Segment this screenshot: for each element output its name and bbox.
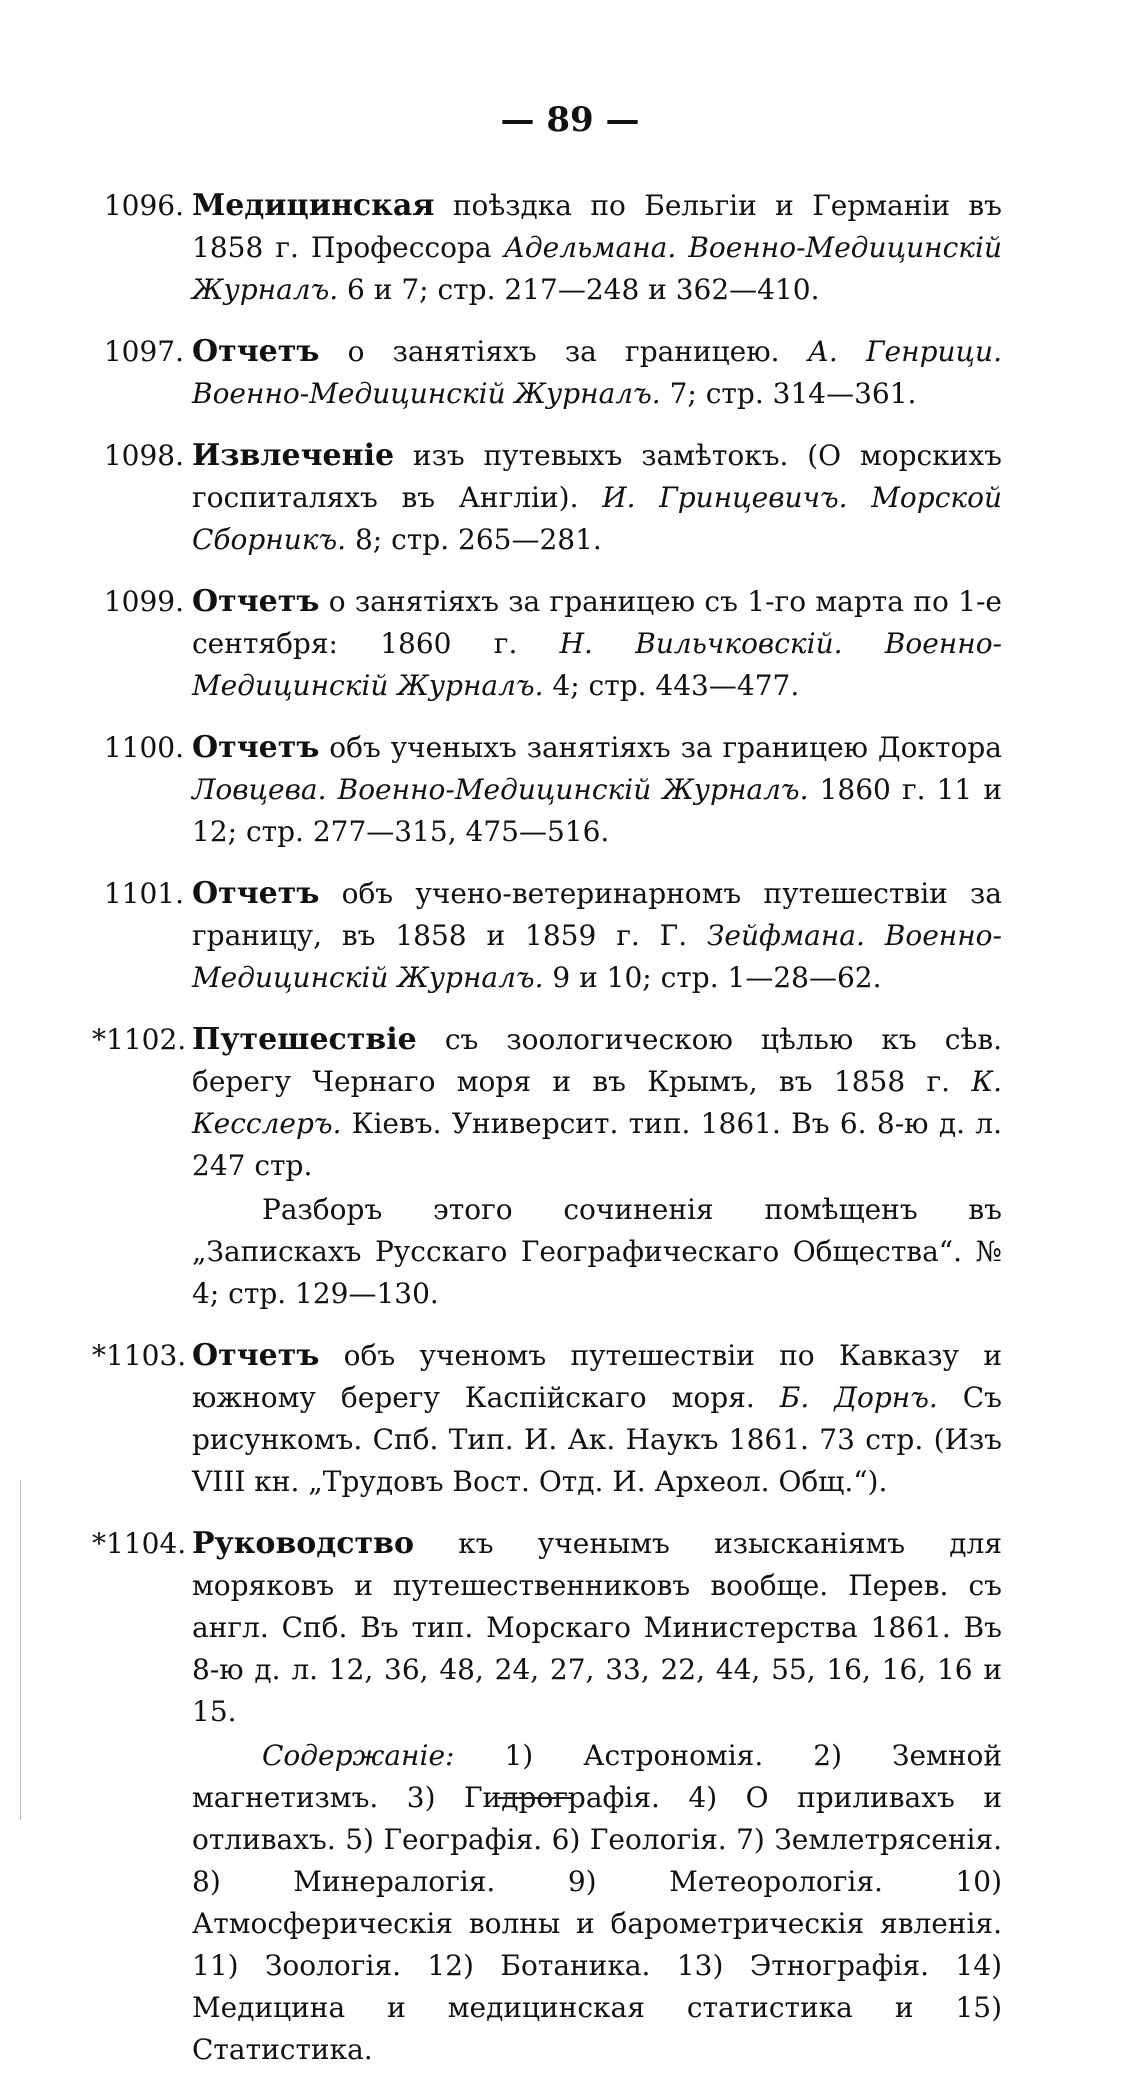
entry-tail: 7; стр. 314—361. xyxy=(660,377,917,410)
entry-number: 1096. xyxy=(103,189,184,222)
entry-tail: 8; стр. 265—281. xyxy=(346,523,602,556)
entry-title: Отчетъ xyxy=(192,730,320,765)
end-rule-divider xyxy=(498,1797,572,1799)
entry-body: къ ученымъ изысканіямъ для моряковъ и путешественниковъ вообще. Перев. съ англ. Спб. Въ тип. Морскаго Министерства 1861. Въ 8-ю д. л. 12, 36, 48, 24, 27, 33, 22, 44, 55, 16, 16, 16 и 15. xyxy=(192,1527,1002,1728)
entry-number: *1104. xyxy=(92,1527,187,1560)
entry-body: объ ученыхъ занятіяхъ за границею Доктора xyxy=(319,731,1002,764)
entry-body: объ учено-ветеринарномъ путешествіи за границу, въ 1858 и 1859 г. Г. xyxy=(192,877,1002,952)
entry-source: Военно-Медицинскій Журналъ. xyxy=(192,627,1003,702)
entry-body: съ зоологическою цѣлью къ сѣв. берегу Чернаго моря и въ Крымъ, въ 1858 г. xyxy=(192,1023,1002,1098)
entry-author: А. Генрици. xyxy=(807,335,1002,368)
entry-number: 1099. xyxy=(103,585,184,618)
entry-tail: 6 и 7; стр. 217—248 и 362—410. xyxy=(338,273,820,306)
entry-title: Отчетъ xyxy=(192,876,320,911)
entry-source: Морской Сборникъ. xyxy=(192,481,1002,556)
bibliography-entry xyxy=(92,727,1002,853)
entry-note: Разборъ этого сочиненія помѣщенъ въ „Запискахъ Русскаго Географическаго Общества“. № 4; стр. 129—130. xyxy=(192,1193,1002,1310)
note-label: Содержаніе: xyxy=(262,1739,455,1772)
bibliography-entry xyxy=(92,1335,1002,1503)
entry-title: Отчетъ xyxy=(192,1338,320,1373)
entry-body: объ ученомъ путешествіи по Кавказу и южному берегу Каспійскаго моря. xyxy=(192,1339,1002,1414)
entry-number: 1097. xyxy=(103,335,184,368)
entry-number: 1100. xyxy=(103,731,184,764)
entry-number: *1103. xyxy=(92,1339,187,1372)
entry-author: И. Гринцевичъ. xyxy=(602,481,848,514)
entry-body: о занятіяхъ за границею съ 1-го марта по 1-е сентября: 1860 г. xyxy=(192,585,1002,660)
entry-source: Военно-Медицинскій Журналъ. xyxy=(192,919,1003,994)
entry-title: Руководство xyxy=(192,1526,414,1561)
entry-note xyxy=(192,1735,1002,2071)
entry-author: Ловцева. xyxy=(192,773,327,806)
entry-title: Путешествіе xyxy=(192,1022,417,1057)
entry-author: Н. Вильчковскій. xyxy=(559,627,843,660)
bibliography-list xyxy=(92,185,1002,2091)
entry-title: Отчетъ xyxy=(192,584,320,619)
entry-number: 1098. xyxy=(103,439,184,472)
bibliography-entry xyxy=(92,873,1002,999)
entry-source: Военно-Медицинскій Журналъ. xyxy=(192,231,1002,306)
bibliography-entry xyxy=(92,435,1002,561)
entry-number: *1102. xyxy=(92,1023,187,1056)
entry-tail: Съ рисункомъ. Спб. Тип. И. Ак. Наукъ 1861. 73 стр. (Изъ VIII кн. „Трудовъ Вост. Отд. И. Археол. Общ.“). xyxy=(192,1381,1003,1498)
note-text: 1) Астрономія. 2) Земной магнетизмъ. 3) Гидрографія. 4) О приливахъ и отливахъ. 5) Географія. 6) Геологія. 7) Землетрясенія. 8) Минералогія. 9) Метеорологія. 10) Атмосферическія волны и барометрическія явленія. 11) Зоологія. 12) Ботаника. 13) Этнографія. 14) Медицина и медицинская статистика и 15) Статистика. xyxy=(192,1739,1002,2066)
entry-number: 1101. xyxy=(103,877,184,910)
bibliography-entry xyxy=(92,1019,1002,1315)
entry-tail: Кіевъ. Университ. тип. 1861. Въ 6. 8-ю д. л. 247 стр. xyxy=(192,1107,1002,1182)
entry-author: Адельмана. xyxy=(503,231,677,264)
entry-body: о занятіяхъ за границею. xyxy=(319,335,808,368)
entry-title: Медицинская xyxy=(192,188,435,223)
entry-author: Б. Дорнъ. xyxy=(779,1381,938,1414)
entry-author: Зейфмана. xyxy=(706,919,865,952)
bibliography-entry xyxy=(92,581,1002,707)
bibliography-entry xyxy=(92,331,1002,415)
entry-tail: 9 и 10; стр. 1—28—62. xyxy=(543,961,882,994)
entry-tail: 1860 г. 11 и 12; стр. 277—315, 475—516. xyxy=(192,773,1002,848)
page-number: — 89 — xyxy=(500,100,640,140)
entry-source: Военно-Медицинскій Журналъ. xyxy=(326,773,809,806)
entry-tail: 4; стр. 443—477. xyxy=(543,669,800,702)
entry-title: Извлеченіе xyxy=(192,438,395,473)
entry-author: К. Кесслеръ. xyxy=(192,1065,1002,1140)
entry-title: Отчетъ xyxy=(192,334,320,369)
entry-source: Военно-Медицинскій Журналъ. xyxy=(192,377,661,410)
scan-edge-line xyxy=(20,1480,21,1820)
entry-body: поѣздка по Бельгіи и Германіи въ 1858 г. Профессора xyxy=(192,189,1002,264)
bibliography-entry xyxy=(92,185,1002,311)
entry-body: изъ путевыхъ замѣтокъ. (О морскихъ госпиталяхъ въ Англіи). xyxy=(192,439,1002,514)
